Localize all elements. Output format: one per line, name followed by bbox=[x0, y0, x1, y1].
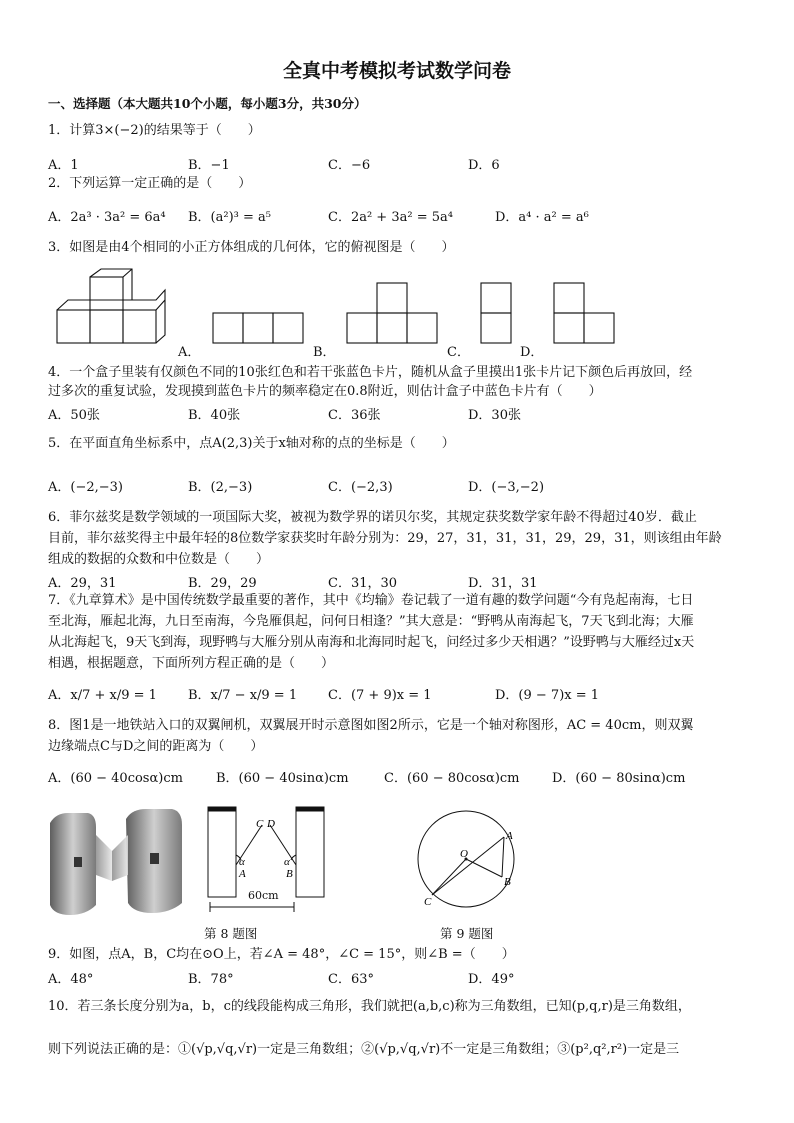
q5-option-b: B．(2,−3) bbox=[188, 480, 253, 495]
q3-option-a: A． bbox=[178, 345, 201, 360]
q2-option-b: B．(a²)³ = a⁵ bbox=[188, 210, 271, 225]
svg-text:B: B bbox=[504, 876, 511, 888]
question-4-line-2: 过多次的重复试验，发现摸到蓝色卡片的频率稳定在0.8附近，则估计盒子中蓝色卡片有（ ） bbox=[48, 384, 602, 399]
q3-view-b bbox=[212, 312, 304, 344]
q7-option-a: A．x/7 + x/9 = 1 bbox=[48, 688, 157, 703]
q1-option-d: D．6 bbox=[468, 158, 500, 173]
q3-view-e bbox=[553, 282, 615, 344]
svg-text:O: O bbox=[460, 848, 468, 860]
q6-option-d: D．31，31 bbox=[468, 576, 538, 591]
question-8-line-2: 边缘端点C与D之间的距离为（ ） bbox=[48, 739, 264, 754]
q2-option-a: A．2a³ · 3a² = 6a⁴ bbox=[48, 210, 166, 225]
turnstile-photo bbox=[46, 805, 186, 919]
figure-9-caption: 第 9 题图 bbox=[440, 926, 494, 941]
section-heading: 一、选择题（本大题共10个小题，每小题3分，共30分） bbox=[48, 96, 367, 111]
q9-option-d: D．49° bbox=[468, 972, 515, 987]
q5-option-a: A．(−2,−3) bbox=[48, 480, 123, 495]
q9-option-a: A．48° bbox=[48, 972, 94, 987]
question-6-line-1: 6．菲尔兹奖是数学领域的一项国际大奖，被视为数学界的诺贝尔奖，其规定获奖数学家年龄不得超过40岁．截止 bbox=[48, 510, 697, 525]
q8-option-b: B．(60 − 40sinα)cm bbox=[216, 771, 349, 786]
question-4-line-1: 4．一个盒子里装有仅颜色不同的10张红色和若干张蓝色卡片，随机从盒子里摸出1张卡片记下颜色后再放回，经 bbox=[48, 365, 693, 380]
question-5-stem: 5．在平面直角坐标系中，点A(2,3)关于x轴对称的点的坐标是（ ） bbox=[48, 436, 455, 451]
question-7-line-3: 从北海起飞，9天飞到海，现野鸭与大雁分别从南海和北海同时起飞，问经过多少天相遇？”设野鸭与大雁经过x天 bbox=[48, 635, 695, 650]
q7-option-b: B．x/7 − x/9 = 1 bbox=[188, 688, 298, 703]
svg-text:D: D bbox=[267, 818, 275, 830]
q8-option-d: D．(60 − 80sinα)cm bbox=[552, 771, 686, 786]
question-2-stem: 2．下列运算一定正确的是（ ） bbox=[48, 176, 252, 191]
question-7-line-1: 7．《九章算术》是中国传统数学最重要的著作，其中《均输》卷记载了一道有趣的数学问题“今有凫起南海，七日 bbox=[48, 593, 694, 608]
q2-option-d: D．a⁴ · a² = a⁶ bbox=[495, 210, 589, 225]
q3-option-d: D． bbox=[520, 345, 544, 360]
q7-option-c: C．(7 + 9)x = 1 bbox=[328, 688, 432, 703]
svg-text:C: C bbox=[256, 818, 264, 830]
q9-option-b: B．78° bbox=[188, 972, 234, 987]
svg-text:A: A bbox=[506, 830, 513, 842]
q5-option-d: D．(−3,−2) bbox=[468, 480, 545, 495]
question-3-stem: 3．如图是由4个相同的小正方体组成的几何体，它的俯视图是（ ） bbox=[48, 240, 455, 255]
svg-text:B: B bbox=[286, 868, 293, 880]
q1-option-b: B．−1 bbox=[188, 158, 230, 173]
q8-option-c: C．(60 − 80cosα)cm bbox=[384, 771, 520, 786]
q6-option-a: A．29，31 bbox=[48, 576, 117, 591]
circle-figure bbox=[414, 805, 524, 917]
q2-option-c: C．2a² + 3a² = 5a⁴ bbox=[328, 210, 453, 225]
figure-8-caption: 第 8 题图 bbox=[204, 926, 258, 941]
svg-text:α: α bbox=[284, 856, 290, 868]
q9-option-c: C．63° bbox=[328, 972, 374, 987]
question-7-line-2: 至北海，雁起北海，九日至南海，今凫雁俱起，问何日相逢？”其大意是：“野鸭从南海起飞，7天飞到北海；大雁 bbox=[48, 614, 694, 629]
svg-text:C: C bbox=[424, 896, 432, 908]
q4-option-d: D．30张 bbox=[468, 408, 521, 423]
question-8-line-1: 8．图1是一地铁站入口的双翼闸机，双翼展开时示意图如图2所示，它是一个轴对称图形，AC = 40cm，则双翼 bbox=[48, 718, 694, 733]
q3-view-d bbox=[480, 282, 512, 344]
q4-option-c: C．36张 bbox=[328, 408, 381, 423]
q4-option-a: A．50张 bbox=[48, 408, 100, 423]
question-6-line-3: 组成的数据的众数和中位数是（ ） bbox=[48, 552, 270, 567]
q5-option-c: C．(−2,3) bbox=[328, 480, 393, 495]
svg-text:A: A bbox=[239, 868, 246, 880]
question-10-line-2: 则下列说法正确的是：①(√p,√q,√r)一定是三角数组；②(√p,√q,√r)不一定是三角数组；③(p²,q²,r²)一定是三 bbox=[48, 1042, 680, 1057]
q7-option-d: D．(9 − 7)x = 1 bbox=[495, 688, 600, 703]
question-10-line-1: 10．若三条长度分别为a，b，c的线段能构成三角形，我们就把(a,b,c)称为三角数组，已知(p,q,r)是三角数组， bbox=[48, 999, 691, 1014]
question-7-line-4: 相遇，根据题意，下面所列方程正确的是（ ） bbox=[48, 656, 335, 671]
q3-option-c: C． bbox=[447, 345, 470, 360]
svg-text:α: α bbox=[239, 856, 245, 868]
q1-option-c: C．−6 bbox=[328, 158, 371, 173]
page-title: 全真中考模拟考试数学问卷 bbox=[282, 60, 511, 82]
q3-solid-figure bbox=[56, 268, 166, 344]
q3-view-c bbox=[346, 282, 438, 344]
q1-option-a: A．1 bbox=[48, 158, 79, 173]
question-9-stem: 9．如图，点A，B，C均在⊙O上，若∠A = 48°，∠C = 15°，则∠B =（ ） bbox=[48, 947, 515, 962]
q6-option-b: B．29，29 bbox=[188, 576, 257, 591]
gate-width-label: 60cm bbox=[248, 889, 279, 902]
q8-option-a: A．(60 − 40cosα)cm bbox=[48, 771, 183, 786]
q4-option-b: B．40张 bbox=[188, 408, 241, 423]
question-6-line-2: 目前，菲尔兹奖得主中最年轻的8位数学家获奖时年龄分别为：29，27，31，31，31，29，29，31，则该组由年龄 bbox=[48, 531, 722, 546]
q6-option-c: C．31，30 bbox=[328, 576, 398, 591]
question-1-stem: 1．计算3×(−2)的结果等于（ ） bbox=[48, 123, 261, 138]
q3-option-b: B． bbox=[313, 345, 336, 360]
